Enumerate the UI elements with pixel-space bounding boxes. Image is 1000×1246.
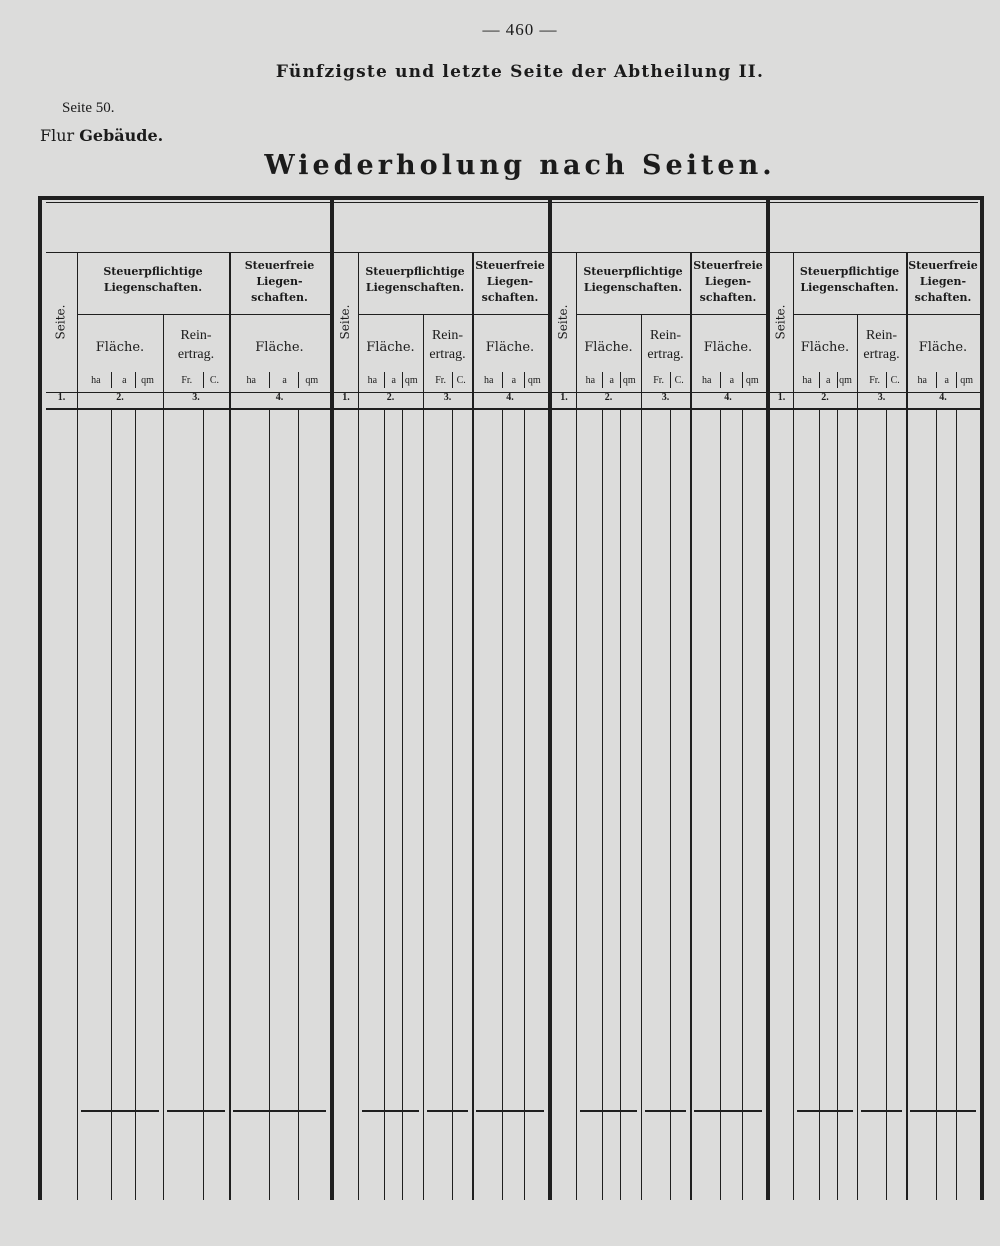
group-1-yield-divider: [163, 314, 164, 1200]
group-2-taxable-area-unit-ha: ha: [367, 375, 378, 386]
group-2-free-area-unit-tick-1: [502, 372, 503, 388]
group-2-col-num-2: 2.: [386, 392, 395, 403]
group-4-total-rule-1: [797, 1110, 853, 1112]
group-3-taxable-area-unit-tick-1: [602, 372, 603, 388]
flur-label: [40, 126, 163, 145]
group-2-taxable-area-unit-tick-2: [402, 372, 403, 388]
group-4-header-split: [770, 252, 980, 253]
table-top-border: [38, 196, 984, 200]
flur-value: Gebäude.: [79, 126, 164, 145]
group-3-yield-divider: [641, 314, 642, 1200]
group-2-header-bottom: [334, 408, 548, 410]
group-4-area-label-1: Fläche.: [800, 340, 850, 355]
group-1-unit-c: C.: [209, 375, 220, 386]
group-3-col-num-2: 2.: [604, 392, 613, 403]
table-right-border: [980, 196, 984, 1200]
group-1-taxable-area-unit-ha: ha: [91, 375, 101, 386]
group-4-col-num-2: 2.: [821, 392, 829, 403]
group-4-taxable-area-unit-a: a: [825, 375, 831, 386]
group-1-free-area-col-rule-2: [298, 408, 299, 1200]
group-4-total-rule-3: [910, 1110, 976, 1112]
group-1-total-rule-3: [233, 1110, 326, 1112]
group-separator-1: [330, 196, 334, 1200]
group-2-unit-fr: Fr.: [435, 375, 447, 386]
group-1-area-label-2: Fläche.: [255, 340, 304, 355]
group-3-free-area-col-rule-1: [720, 408, 721, 1200]
group-3-yield-tick: [670, 372, 671, 388]
group-2-taxable-area-col-rule-1: [384, 408, 385, 1200]
group-1-col-num-1: 1.: [57, 392, 66, 403]
group-4-taxable-area-unit-tick-2: [837, 372, 838, 388]
group-3-yield-label: Rein- ertrag.: [647, 328, 684, 362]
group-3-free-area-unit-tick-1: [720, 372, 721, 388]
group-2-free-area-col-rule-1: [502, 408, 503, 1200]
group-2-taxable-underline: [358, 314, 472, 315]
group-1-total-rule-2: [167, 1110, 225, 1112]
group-2-seite-label: Seite.: [338, 304, 352, 340]
group-1-taxable-area-unit-a: a: [122, 375, 127, 386]
group-2-taxable-heading: Steuerpflichtige Liegenschaften.: [365, 265, 465, 294]
group-1-tax-free-heading: Steuerfreie Liegen- schaften.: [244, 259, 315, 304]
group-4-free-area-unit-ha: ha: [917, 375, 927, 386]
group-2-total-rule-2: [427, 1110, 468, 1112]
group-2-col-num-4: 4.: [506, 392, 514, 403]
group-1-yield-tick: [203, 372, 204, 388]
group-2-free-underline: [472, 314, 548, 315]
group-4-taxable-area-col-rule-2: [837, 408, 838, 1200]
group-1-taxable-underline: [77, 314, 229, 315]
group-2-header-split: [334, 252, 548, 253]
flur-label-text: Flur: [40, 126, 75, 145]
group-4-free-area-col-rule-1: [936, 408, 937, 1200]
group-1-taxable-area-unit-tick-2: [135, 372, 136, 388]
group-3-area-label-1: Fläche.: [584, 340, 633, 355]
group-1-unit-fr: Fr.: [181, 375, 193, 386]
group-1-col-num-3: 3.: [192, 392, 200, 403]
group-3-unit-fr: Fr.: [653, 375, 665, 386]
group-2-taxable-area-unit-tick-1: [384, 372, 385, 388]
group-1-yield-rule: [203, 408, 204, 1200]
group-1-free-underline: [229, 314, 330, 315]
group-1-taxable-area-unit-tick-1: [111, 372, 112, 388]
group-2-col-num-3: 3.: [443, 392, 452, 403]
group-1-header-bottom: [46, 408, 330, 410]
group-4-yield-label: Rein- ertrag.: [863, 328, 900, 362]
group-2-yield-label: Rein- ertrag.: [429, 328, 466, 362]
group-separator-2: [548, 196, 552, 1200]
group-4-yield-tick: [886, 372, 887, 388]
group-1-taxable-heading: Steuerpflichtige Liegenschaften.: [103, 265, 203, 294]
group-3-taxable-area-col-rule-2: [620, 408, 621, 1200]
group-4-taxable-area-unit-qm: qm: [839, 375, 852, 386]
group-2-total-rule-3: [476, 1110, 544, 1112]
group-4-free-area-col-rule-2: [956, 408, 957, 1200]
group-3-col-num-4: 4.: [724, 392, 732, 403]
group-2-free-area-unit-a: a: [511, 375, 517, 386]
group-1-area-label-1: Fläche.: [95, 340, 145, 355]
group-3-free-area-unit-qm: qm: [745, 375, 759, 386]
group-4-free-area-unit-tick-1: [936, 372, 937, 388]
group-4-free-area-unit-qm: qm: [960, 375, 974, 386]
group-3-free-underline: [690, 314, 766, 315]
group-4-free-area-unit-tick-2: [956, 372, 957, 388]
group-separator-3: [766, 196, 770, 1200]
group-4-unit-fr: Fr.: [869, 375, 881, 386]
group-3-free-area-col-rule-2: [742, 408, 743, 1200]
group-4-free-area-unit-a: a: [944, 375, 949, 386]
group-3-taxable-area-unit-tick-2: [620, 372, 621, 388]
group-2-area-label-1: Fläche.: [366, 340, 415, 355]
group-4-header-bottom: [770, 408, 980, 410]
group-2-free-area-unit-ha: ha: [483, 375, 494, 386]
group-3-tax-free-heading: Steuerfreie Liegen- schaften.: [693, 259, 763, 304]
group-3-free-area-unit-a: a: [729, 375, 735, 386]
group-2-free-area-unit-tick-2: [524, 372, 525, 388]
group-3-col-num-1: 1.: [560, 392, 568, 403]
group-1-header-split: [46, 252, 330, 253]
main-title: Wiederholung nach Seiten.: [264, 150, 776, 181]
group-4-taxable-area-col-rule-1: [819, 408, 820, 1200]
group-4-taxable-area-unit-ha: ha: [802, 375, 812, 386]
table-left-border: [38, 196, 42, 1200]
group-3-yield-rule: [670, 408, 671, 1200]
group-2-tax-free-heading: Steuerfreie Liegen- schaften.: [475, 259, 545, 304]
group-1-col-num-2: 2.: [116, 392, 124, 403]
group-1-free-area-unit-a: a: [282, 375, 287, 386]
group-4-col-num-3: 3.: [877, 392, 886, 403]
group-4-taxable-underline: [793, 314, 906, 315]
group-4-area-label-2: Fläche.: [918, 340, 968, 355]
group-2-yield-divider: [423, 314, 424, 1200]
group-4-seite-label: Seite.: [773, 304, 788, 340]
group-4-yield-rule: [886, 408, 887, 1200]
group-3-taxable-heading: Steuerpflichtige Liegenschaften.: [583, 265, 683, 294]
page-number: — 460 —: [482, 20, 558, 39]
group-1-seite-label: Seite.: [53, 304, 68, 340]
group-2-total-rule-1: [362, 1110, 419, 1112]
group-1-taxable-area-unit-qm: qm: [141, 375, 154, 386]
group-2-taxable-area-col-rule-2: [402, 408, 403, 1200]
group-4-taxable-area-unit-tick-1: [819, 372, 820, 388]
group-3-free-area-unit-tick-2: [742, 372, 743, 388]
group-1-free-area-unit-tick-1: [269, 372, 270, 388]
group-1-free-area-unit-qm: qm: [305, 375, 319, 386]
group-2-unit-c: C.: [456, 375, 466, 386]
group-3-taxable-area-unit-qm: qm: [622, 375, 636, 386]
group-3-col-num-3: 3.: [661, 392, 670, 403]
group-2-yield-rule: [452, 408, 453, 1200]
page-reference: Seite 50.: [62, 100, 115, 116]
group-3-taxable-area-unit-a: a: [609, 375, 614, 386]
group-3-total-rule-3: [694, 1110, 762, 1112]
group-3-unit-c: C.: [674, 375, 684, 386]
group-1-total-rule-1: [81, 1110, 159, 1112]
group-3-taxable-underline: [576, 314, 690, 315]
group-2-col-num-1: 1.: [342, 392, 350, 403]
group-3-total-rule-2: [645, 1110, 686, 1112]
group-2-taxable-area-unit-qm: qm: [404, 375, 418, 386]
group-1-taxable-area-col-rule-2: [135, 408, 136, 1200]
group-2-free-area-unit-qm: qm: [527, 375, 541, 386]
group-3-header-bottom: [552, 408, 766, 410]
group-1-free-area-unit-ha: ha: [246, 375, 256, 386]
group-3-total-rule-1: [580, 1110, 637, 1112]
group-4-free-underline: [906, 314, 980, 315]
section-subtitle: Fünfzigste und letzte Seite der Abtheilung II.: [275, 62, 765, 82]
group-2-taxable-area-unit-a: a: [391, 375, 396, 386]
group-1-yield-label: Rein- ertrag.: [177, 328, 215, 362]
group-1-free-area-col-rule-1: [269, 408, 270, 1200]
table-top-inner-border: [46, 202, 978, 203]
group-2-yield-tick: [452, 372, 453, 388]
group-4-yield-divider: [857, 314, 858, 1200]
group-3-seite-label: Seite.: [556, 304, 570, 340]
group-3-taxable-area-col-rule-1: [602, 408, 603, 1200]
group-1-taxable-area-col-rule-1: [111, 408, 112, 1200]
group-3-header-split: [552, 252, 766, 253]
group-4-col-num-1: 1.: [777, 392, 786, 403]
group-3-area-label-2: Fläche.: [703, 340, 753, 355]
group-4-col-num-4: 4.: [939, 392, 947, 403]
group-2-area-label-2: Fläche.: [485, 340, 535, 355]
group-2-free-area-col-rule-2: [524, 408, 525, 1200]
group-3-free-area-unit-ha: ha: [701, 375, 712, 386]
group-4-taxable-heading: Steuerpflichtige Liegenschaften.: [799, 265, 900, 294]
group-4-tax-free-heading: Steuerfreie Liegen- schaften.: [908, 259, 978, 304]
group-4-total-rule-2: [861, 1110, 902, 1112]
group-1-col-num-4: 4.: [275, 392, 284, 403]
group-4-unit-c: C.: [890, 375, 900, 386]
group-1-free-area-unit-tick-2: [298, 372, 299, 388]
group-3-taxable-area-unit-ha: ha: [585, 375, 596, 386]
